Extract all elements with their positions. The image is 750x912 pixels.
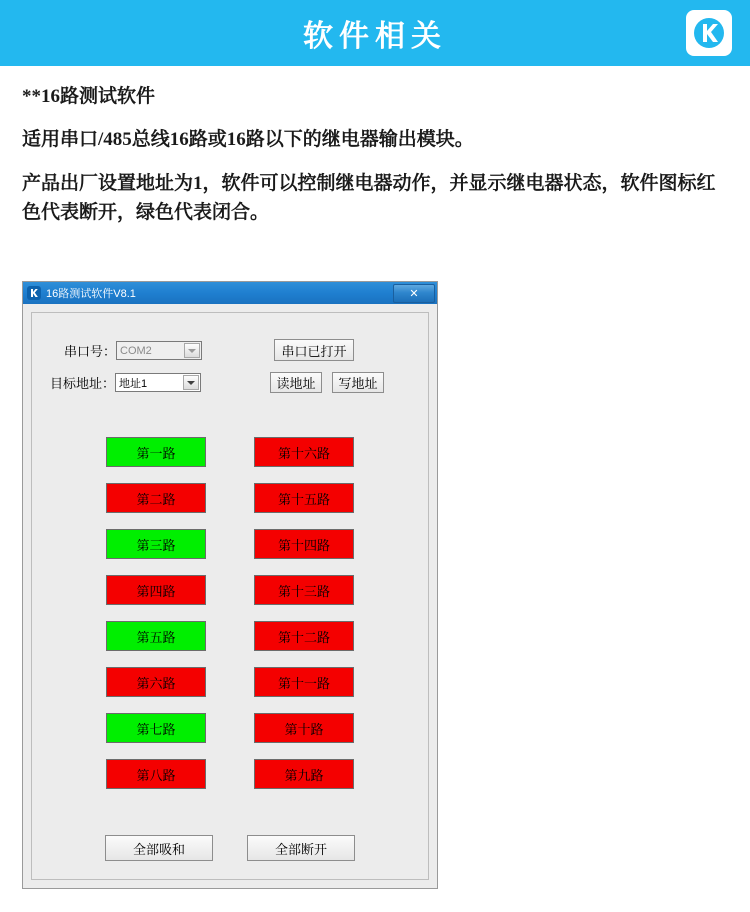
relay-grid [32, 437, 428, 805]
relay-button-6[interactable]: 第六路 [106, 667, 206, 697]
description-line-1: **16路测试软件 [22, 86, 156, 107]
relay-button-11[interactable]: 第十一路 [254, 667, 354, 697]
port-open-button[interactable]: 串口已打开 [274, 339, 354, 361]
window-title: 16路测试软件V8.1 [46, 288, 136, 300]
all-off-button[interactable]: 全部断开 [247, 835, 355, 861]
description-block [0, 66, 750, 228]
relay-button-9[interactable]: 第九路 [254, 759, 354, 789]
relay-row [32, 621, 428, 651]
page-banner [0, 0, 750, 66]
address-select[interactable] [115, 373, 201, 392]
relay-button-14[interactable]: 第十四路 [254, 529, 354, 559]
description-line-3: 产品出厂设置地址为1，软件可以控制继电器动作，并显示继电器状态，软件图标红色代表断开，绿色代表闭合。 [22, 172, 716, 224]
read-address-button[interactable]: 读地址 [270, 372, 322, 393]
relay-button-3[interactable]: 第三路 [106, 529, 206, 559]
relay-button-4[interactable]: 第四路 [106, 575, 206, 605]
port-select[interactable] [116, 341, 202, 360]
write-address-button[interactable]: 写地址 [332, 372, 384, 393]
relay-button-12[interactable]: 第十二路 [254, 621, 354, 651]
port-row [64, 341, 202, 360]
port-select-value: COM2 [120, 344, 152, 357]
relay-row [32, 483, 428, 513]
chevron-down-icon[interactable] [183, 375, 199, 390]
relay-button-15[interactable]: 第十五路 [254, 483, 354, 513]
relay-row [32, 575, 428, 605]
relay-button-13[interactable]: 第十三路 [254, 575, 354, 605]
relay-button-8[interactable]: 第八路 [106, 759, 206, 789]
relay-button-5[interactable]: 第五路 [106, 621, 206, 651]
relay-button-10[interactable]: 第十路 [254, 713, 354, 743]
relay-button-7[interactable]: 第七路 [106, 713, 206, 743]
all-on-button[interactable]: 全部吸和 [105, 835, 213, 861]
close-icon[interactable]: ✕ [393, 284, 435, 303]
k-app-icon [27, 286, 41, 300]
relay-row [32, 437, 428, 467]
relay-row [32, 759, 428, 789]
k-logo-icon [686, 10, 732, 56]
relay-row [32, 529, 428, 559]
page-title: 软件相关 [303, 20, 447, 53]
description-line-2: 适用串口/485总线16路或16路以下的继电器输出模块。 [22, 129, 474, 151]
port-label: 串口号： [64, 344, 117, 359]
relay-button-16[interactable]: 第十六路 [254, 437, 354, 467]
bulk-actions-row [32, 835, 428, 861]
chevron-down-icon[interactable] [184, 343, 200, 358]
window-titlebar[interactable] [23, 282, 437, 304]
relay-row [32, 713, 428, 743]
app-window [22, 281, 438, 889]
address-row [50, 373, 201, 392]
relay-button-1[interactable]: 第一路 [106, 437, 206, 467]
address-label: 目标地址： [50, 376, 116, 391]
relay-button-2[interactable]: 第二路 [106, 483, 206, 513]
relay-row [32, 667, 428, 697]
window-client-area [31, 312, 429, 880]
address-select-value: 地址1 [119, 377, 148, 390]
